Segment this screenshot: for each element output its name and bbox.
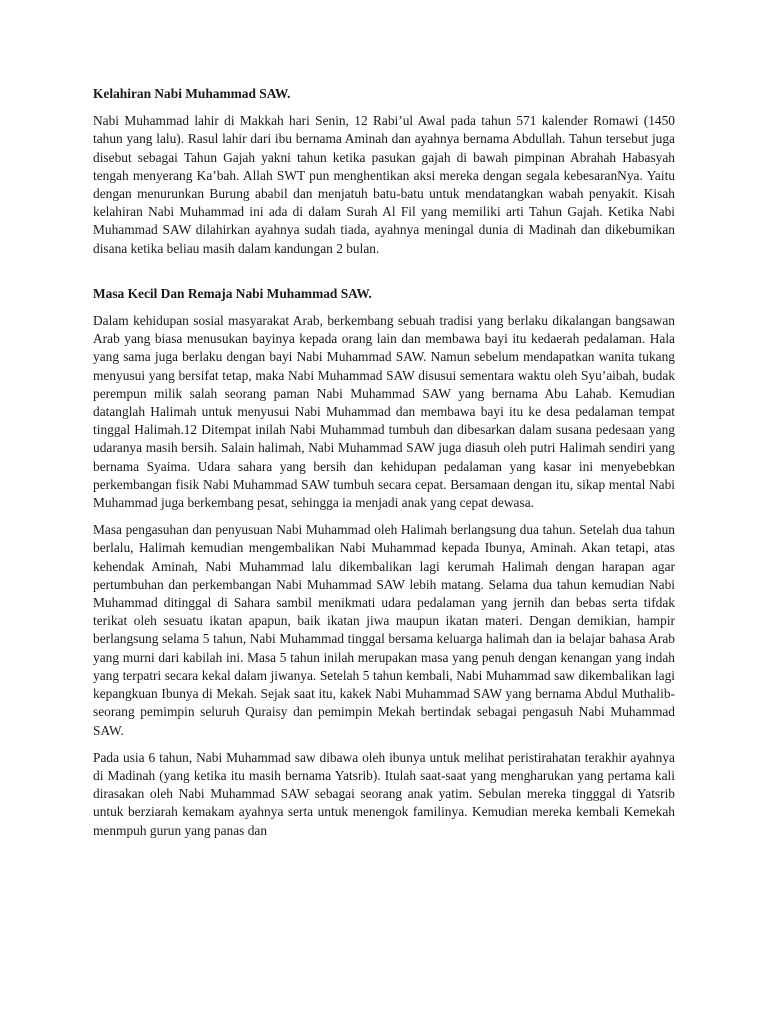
paragraph-childhood-3: Pada usia 6 tahun, Nabi Muhammad saw dibawa oleh ibunya untuk melihat peristirahatan terakhir ayahnya di Madinah (yang ketika itu masih bernama Yatsrib). Itulah saat-saat yang mengharukan yang pertama kali dirasakan oleh Nabi Muhammad SAW sebagai seorang anak yatim. Sebulan mereka tingggal di Yatsrib untuk berziarah kemakam ayahnya serta untuk menengok familinya. Kemudian mereka kembali Kemekah menmpuh gurun yang panas dan <box>93 749 675 838</box>
paragraph-birth-1: Nabi Muhammad lahir di Makkah hari Senin, 12 Rabi’ul Awal pada tahun 571 kalender Romawi (1450 tahun yang lalu). Rasul lahir dari ibu bernama Aminah dan ayahnya bernama Abdullah. Tahun tersebut juga disebut sebagai Tahun Gajah yakni tahun ketika pasukan gajah di bawah pimpinan Abrahah Habasyah tengah menyerang Ka’bah. Allah SWT pun menghentikan aksi mereka dengan segala kebesaranNya. Yaitu dengan menurunkan Burung ababil dan menjatuh batu-batu untuk mendatangkan wabah penyakit. Kisah kelahiran Nabi Muhammad ini ada di dalam Surah Al Fil yang memiliki arti Tahun Gajah. Ketika Nabi Muhammad SAW dilahirkan ayahnya sudah tiada, ayahnya meningal dunia di Madinah dan dikebumikan disana ketika beliau masih dalam kandungan 2 bulan. <box>93 113 675 256</box>
paragraph-childhood-2: Masa pengasuhan dan penyusuan Nabi Muhammad oleh Halimah berlangsung dua tahun. Setelah dua tahun berlalu, Halimah kemudian mengembalikan Nabi Muhammad kepada Ibunya, Aminah. Akan tetapi, atas kehendak Aminah, Nabi Muhammad lalu dikembalikan lagi kerumah Halimah dengan harapan agar pertumbuhan dan perkembangan Nabi Muhammad SAW lebih matang. Selama dua tahun kemudian Nabi Muhammad ditinggal di Sahara sambil menikmati udara pedalaman yang jernih dan bebas serta tifdak terikat oleh sesuatu ikatan apapun, baik ikatan jiwa maupun ikatan materi. Dengan demikian, hampir berlangsung selama 5 tahun, Nabi Muhammad tinggal bersama keluarga halimah dan ia belajar bahasa Arab yang murni dari kabilah ini. Masa 5 tahun inilah merupakan masa yang penuh dengan kenangan yang indah yang terpatri secara kekal dalam jiwanya. Setelah 5 tahun kembali, Nabi Muhammad saw dikembalikan lagi kepangkuan Ibunya di Mekah. Sejak saat itu, kakek Nabi Muhammad SAW yang bernama Abdul Muthalib-seorang pemimpin seluruh Quraisy dan pemimpin Mekah bertindak sebagai pengasuh Nabi Muhammad SAW. <box>93 522 675 738</box>
section-heading-birth: Kelahiran Nabi Muhammad SAW. <box>93 86 291 101</box>
document-page <box>93 85 675 849</box>
section-heading-childhood: Masa Kecil Dan Remaja Nabi Muhammad SAW. <box>93 285 372 301</box>
paragraph-childhood-1: Dalam kehidupan sosial masyarakat Arab, berkembang sebuah tradisi yang berlaku dikalangan bangsawan Arab yang biasa menusukan bayinya kepada orang lain dan membawa bayi itu kedaerah pedalaman. Hala yang sama juga berlaku dengan bayi Nabi Muhammad SAW. Namun sebelum mendapatkan wanita tukang menyusui yang bersifat tetap, maka Nabi Muhammad SAW disusui sementara waktu oleh Syu’aibah, budak perempun milik salah seorang paman Nabi Muhammad SAW yang bernama Abu Lahab. Kemudian datanglah Halimah untuk menyusui Nabi Muhammad dan membawa bayi itu ke desa pedalaman tempat tinggal Halimah.12 Ditempat inilah Nabi Muhammad tumbuh dan dibesarkan dalam susana pedesaan yang udaranya masih bersih. Salain halimah, Nabi Muhammad SAW juga diasuh oleh putri Halimah sendiri yang bernama Syaima. Udara sahara yang bersih dan kehidupan pedalaman yang kasar ini menyebebkan perkembangan fisik Nabi Muhammad SAW tumbuh secara cepat. Bersamaan dengan itu, sikap mental Nabi Muhammad juga berkembang pesat, sehingga ia menjadi anak yang cepat dewasa. <box>93 313 675 511</box>
